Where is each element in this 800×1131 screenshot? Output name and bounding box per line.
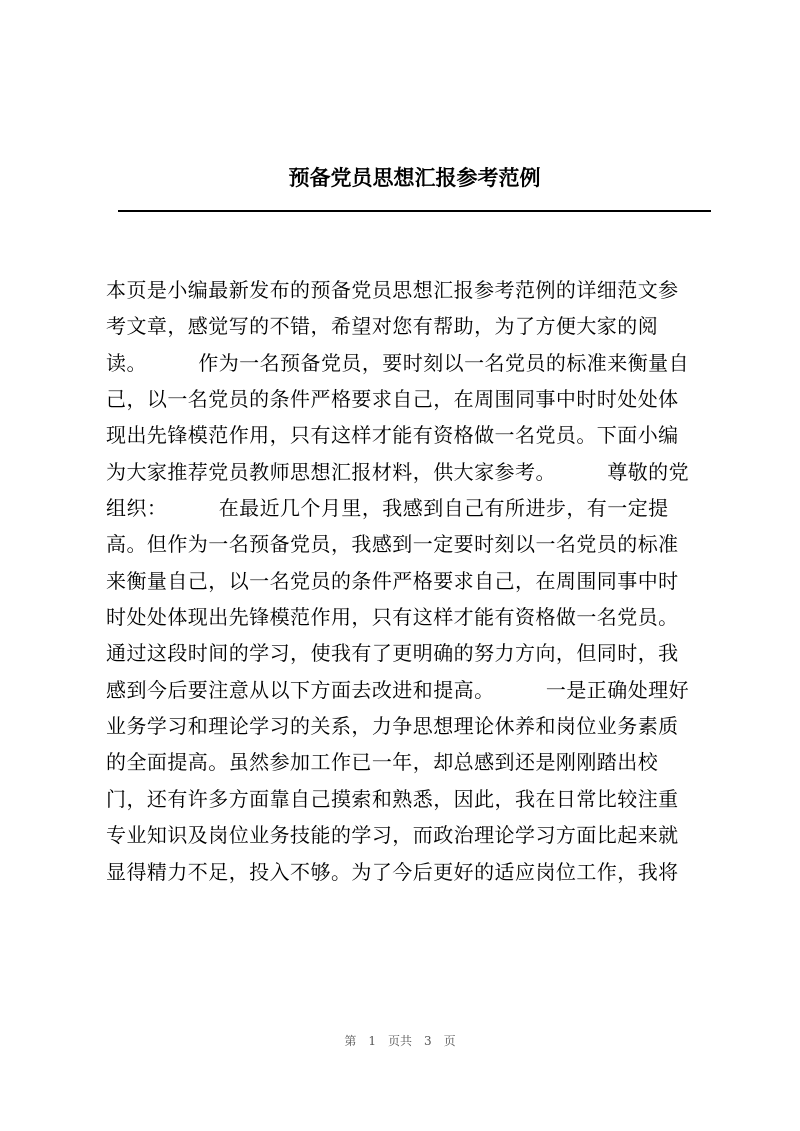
body-line: 显得精力不足，投入不够。为了今后更好的适应岗位工作，我将 xyxy=(106,859,679,884)
page-number-footer: 第 1 页共 3 页 xyxy=(344,1034,456,1048)
body-line: 门，还有许多方面靠自己摸索和熟悉，因此，我在日常比较注重 xyxy=(106,786,679,811)
body-line: 时处处体现出先锋模范作用，只有这样才能有资格做一名党员。 xyxy=(106,605,679,630)
document-title: 预备党员思想汇报参考范例 xyxy=(288,165,541,190)
body-line: 来衡量自己，以一名党员的条件严格要求自己，在周围同事中时 xyxy=(106,568,679,593)
body-line: 的全面提高。虽然参加工作已一年，却总感到还是刚刚踏出校 xyxy=(106,750,659,775)
body-line: 通过这段时间的学习，使我有了更明确的努力方向，但同时，我 xyxy=(106,641,679,666)
body-line: 读。 作为一名预备党员，要时刻以一名党员的标准来衡量自 xyxy=(106,350,690,375)
body-line: 考文章，感觉写的不错，希望对您有帮助，为了方便大家的阅 xyxy=(106,314,659,339)
body-line: 现出先锋模范作用，只有这样才能有资格做一名党员。下面小编 xyxy=(106,423,679,448)
body-line: 高。但作为一名预备党员，我感到一定要时刻以一名党员的标准 xyxy=(106,532,679,557)
body-line: 专业知识及岗位业务技能的学习，而政治理论学习方面比起来就 xyxy=(106,823,679,848)
body-line: 己，以一名党员的条件严格要求自己，在周围同事中时时处处体 xyxy=(106,387,679,412)
document-body xyxy=(106,272,712,890)
body-line: 本页是小编最新发布的预备党员思想汇报参考范例的详细范文参 xyxy=(106,278,679,302)
title-underline xyxy=(118,210,711,212)
body-line: 业务学习和理论学习的关系，力争思想理论休养和岗位业务素质 xyxy=(106,714,679,739)
body-line: 组织： 在最近几个月里，我感到自己有所进步，有一定提 xyxy=(106,496,669,521)
body-line: 感到今后要注意从以下方面去改进和提高。 一是正确处理好 xyxy=(106,677,690,702)
body-line: 为大家推荐党员教师思想汇报材料，供大家参考。 尊敬的党 xyxy=(106,459,690,484)
